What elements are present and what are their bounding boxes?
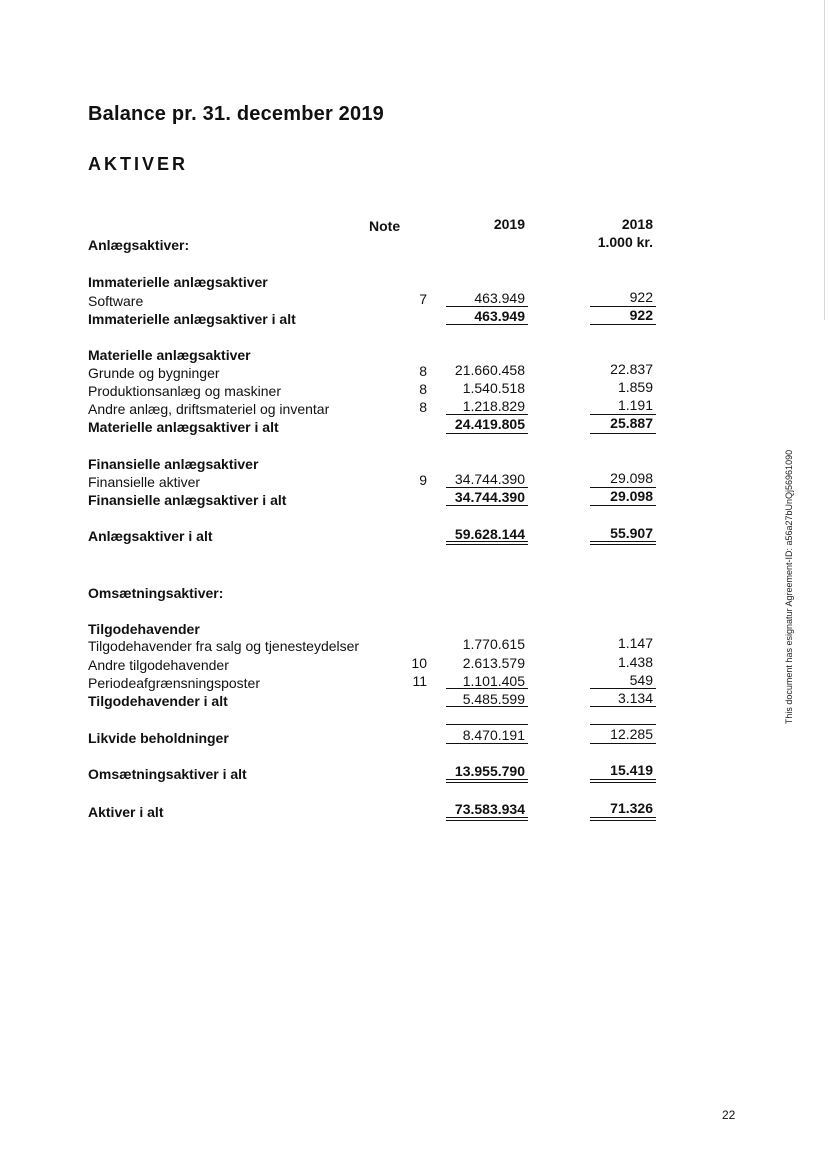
row-value-2018-periodeafgraensning: 549 (629, 672, 653, 688)
total-label-finansielle: Finansielle anlægsaktiver i alt (88, 492, 287, 508)
label-likvide-beholdninger: Likvide beholdninger (88, 730, 229, 746)
total-2019-omsaetningsaktiver: 13.955.790 (454, 763, 525, 779)
section-title-aktiver: AKTIVER (88, 154, 189, 174)
row-label-tilgode-salg: Tilgodehavender fra salg og tjenesteydelser (88, 638, 360, 654)
underline (590, 505, 656, 506)
total-2019-anlaegsaktiver: 59.628.144 (454, 526, 525, 542)
total-2018-aktiver: 71.326 (610, 800, 653, 816)
total-label-aktiver: Aktiver i alt (88, 804, 164, 820)
underline (446, 688, 528, 689)
page-number: 22 (722, 1108, 736, 1122)
row-label-finansielle-aktiver: Finansielle aktiver (88, 474, 201, 490)
overline (446, 724, 528, 725)
underline (590, 706, 656, 707)
total-2018-materielle: 25.887 (610, 415, 653, 431)
row-value-2019-finansielle-aktiver: 34.744.390 (454, 471, 525, 487)
tilgodehavender-heading: Tilgodehavender (88, 621, 200, 637)
total-2019-materielle: 24.419.805 (454, 416, 525, 432)
double-underline (590, 541, 656, 545)
total-2018-anlaegsaktiver: 55.907 (610, 525, 653, 541)
total-2019-immaterielle: 463.949 (474, 308, 525, 324)
row-value-2019-grunde: 21.660.458 (454, 362, 525, 378)
row-value-2019-software: 463.949 (474, 290, 525, 306)
underline (446, 743, 528, 744)
total-2018-immaterielle: 922 (629, 307, 653, 323)
total-2018-finansielle: 29.098 (610, 488, 653, 504)
finansielle-heading: Finansielle anlægsaktiver (88, 456, 259, 472)
year-2018-header: 2018 (621, 216, 653, 232)
underline (590, 324, 656, 325)
overline (590, 724, 656, 725)
underline (446, 433, 528, 434)
double-underline (446, 817, 528, 821)
row-note-periodeafgraensning: 11 (412, 673, 427, 689)
row-value-2019-andre-anlaeg: 1.218.829 (462, 398, 525, 414)
row-value-2019-periodeafgraensning: 1.101.405 (462, 673, 525, 689)
row-note-andre-anlaeg: 8 (419, 399, 427, 415)
row-note-finansielle-aktiver: 9 (419, 472, 427, 488)
underline (446, 487, 528, 488)
row-label-andre-anlaeg: Andre anlæg, driftsmateriel og inventar (88, 401, 330, 417)
value-2019-likvide: 8.470.191 (462, 727, 525, 743)
row-note-software: 7 (419, 291, 427, 307)
row-value-2019-produktion: 1.540.518 (462, 380, 525, 396)
underline (590, 688, 656, 689)
row-note-andre-tilgode: 10 (411, 655, 427, 671)
underline (590, 743, 656, 744)
note-column-header: Note (369, 218, 401, 234)
page-edge-line (824, 0, 825, 320)
row-value-2018-tilgode-salg: 1.147 (617, 635, 653, 651)
total-2018-tilgodehavender: 3.134 (617, 690, 653, 706)
double-underline (590, 817, 656, 821)
value-2018-likvide: 12.285 (610, 726, 653, 742)
row-value-2018-software: 922 (629, 289, 653, 305)
row-label-andre-tilgode: Andre tilgodehavender (88, 657, 229, 673)
underline (446, 505, 528, 506)
row-label-grunde: Grunde og bygninger (88, 365, 220, 381)
unit-label: 1.000 kr. (597, 234, 653, 250)
underline (446, 414, 528, 415)
row-label-produktion: Produktionsanlæg og maskiner (88, 383, 281, 399)
row-value-2018-produktion: 1.859 (617, 379, 653, 395)
row-value-2018-andre-anlaeg: 1.191 (617, 397, 653, 413)
underline (446, 306, 528, 307)
anlaegsaktiver-heading: Anlægsaktiver: (88, 237, 190, 253)
underline (446, 324, 528, 325)
total-2019-aktiver: 73.583.934 (454, 801, 525, 817)
total-label-anlaegsaktiver: Anlægsaktiver i alt (88, 528, 213, 544)
row-label-periodeafgraensning: Periodeafgrænsningsposter (88, 675, 260, 691)
underline (446, 706, 528, 707)
row-value-2018-andre-tilgode: 1.438 (617, 654, 653, 670)
double-underline (590, 779, 656, 783)
total-label-immaterielle: Immaterielle anlægsaktiver i alt (88, 311, 296, 327)
row-note-grunde: 8 (419, 363, 427, 379)
esignatur-side-label: This document has esignatur Agreement-ID: a56a27bUnQj56961090 (784, 449, 794, 725)
row-value-2018-finansielle-aktiver: 29.098 (610, 470, 653, 486)
double-underline (446, 541, 528, 545)
total-label-omsaetningsaktiver: Omsætningsaktiver i alt (88, 766, 247, 782)
total-label-tilgodehavender: Tilgodehavender i alt (88, 693, 228, 709)
total-2019-finansielle: 34.744.390 (454, 489, 525, 505)
total-2018-omsaetningsaktiver: 15.419 (610, 762, 653, 778)
row-value-2019-andre-tilgode: 2.613.579 (462, 655, 525, 671)
total-label-materielle: Materielle anlægsaktiver i alt (88, 419, 279, 435)
omsaetningsaktiver-heading: Omsætningsaktiver: (88, 585, 224, 601)
row-value-2018-grunde: 22.837 (610, 361, 653, 377)
underline (590, 433, 656, 434)
row-label-software: Software (88, 293, 144, 309)
page-title: Balance pr. 31. december 2019 (88, 103, 384, 125)
double-underline (446, 779, 528, 783)
row-note-produktion: 8 (419, 381, 427, 397)
row-value-2019-tilgode-salg: 1.770.615 (462, 636, 525, 652)
year-2019-header: 2019 (493, 216, 525, 232)
materielle-heading: Materielle anlægsaktiver (88, 347, 251, 363)
total-2019-tilgodehavender: 5.485.599 (462, 691, 525, 707)
immaterielle-heading: Immaterielle anlægsaktiver (88, 274, 268, 290)
